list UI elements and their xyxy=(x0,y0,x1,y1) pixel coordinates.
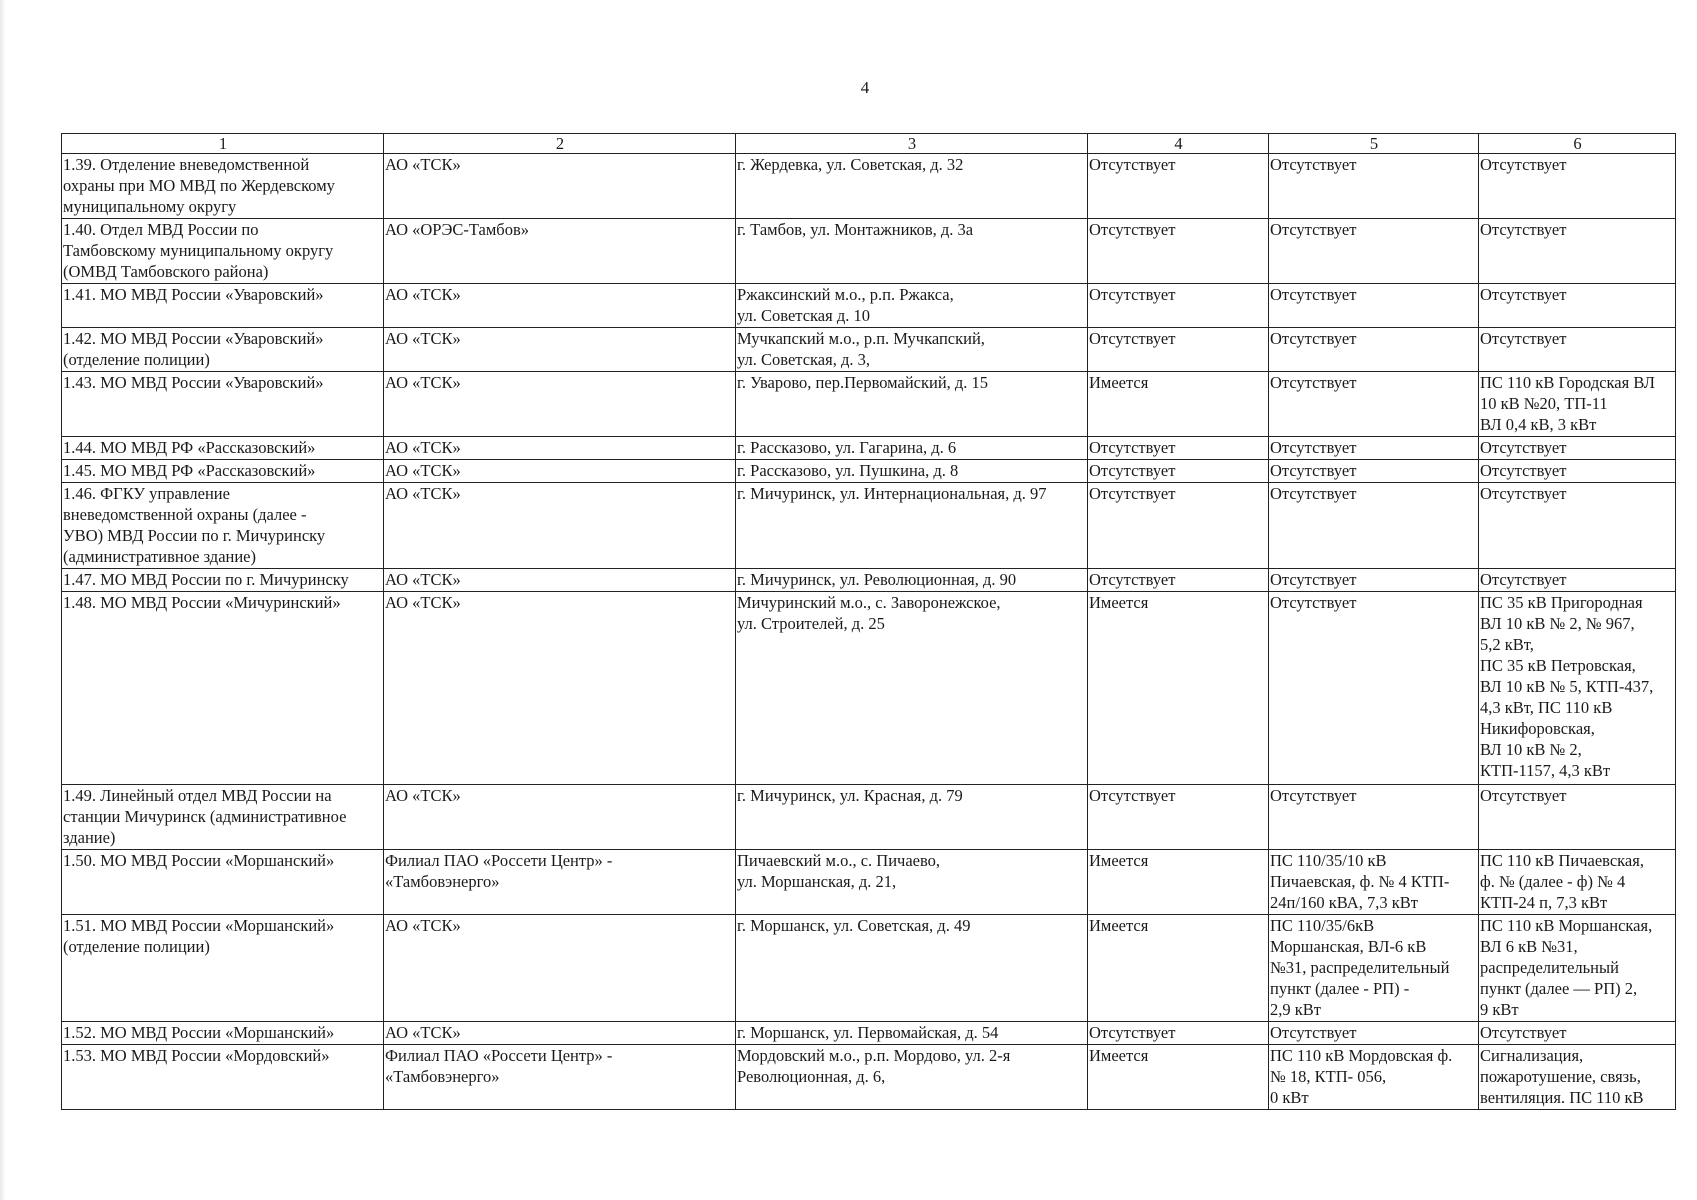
cell-supplier: АО «ТСК» xyxy=(384,437,736,460)
table-row xyxy=(62,328,1676,372)
cell-col5: Отсутствует xyxy=(1269,1022,1479,1045)
cell-col4: Отсутствует xyxy=(1088,284,1269,328)
cell-col5: Отсутствует xyxy=(1269,372,1479,437)
column-header-3: 3 xyxy=(736,134,1088,154)
cell-col6: ПС 35 кВ Пригородная ВЛ 10 кВ № 2, № 967, 5,2 кВт, ПС 35 кВ Петровская, ВЛ 10 кВ № 5, КТП-437, 4,3 кВт, ПС 110 кВ Никифоровская, ВЛ 10 кВ № 2, КТП-1157, 4,3 кВт xyxy=(1479,592,1676,785)
cell-organization: 1.41. МО МВД России «Уваровский» xyxy=(62,284,384,328)
cell-organization: 1.50. МО МВД России «Моршанский» xyxy=(62,850,384,915)
scan-edge-shadow xyxy=(0,0,6,1200)
cell-col6: Отсутствует xyxy=(1479,460,1676,483)
cell-supplier: АО «ТСК» xyxy=(384,372,736,437)
cell-col6: ПС 110 кВ Пичаевская, ф. № (далее - ф) № 4 КТП-24 п, 7,3 кВт xyxy=(1479,850,1676,915)
cell-col6: Отсутствует xyxy=(1479,785,1676,850)
table-row xyxy=(62,850,1676,915)
cell-address: Мордовский м.о., р.п. Мордово, ул. 2-я Революционная, д. 6, xyxy=(736,1045,1088,1110)
cell-col4: Отсутствует xyxy=(1088,219,1269,284)
cell-organization: 1.43. МО МВД России «Уваровский» xyxy=(62,372,384,437)
table-row xyxy=(62,437,1676,460)
cell-col6: Отсутствует xyxy=(1479,483,1676,569)
cell-col5: Отсутствует xyxy=(1269,219,1479,284)
table-row xyxy=(62,569,1676,592)
cell-col4: Отсутствует xyxy=(1088,483,1269,569)
column-header-4: 4 xyxy=(1088,134,1269,154)
cell-organization: 1.40. Отдел МВД России по Тамбовскому муниципальному округу (ОМВД Тамбовского района) xyxy=(62,219,384,284)
cell-organization: 1.44. МО МВД РФ «Рассказовский» xyxy=(62,437,384,460)
cell-col6: Отсутствует xyxy=(1479,1022,1676,1045)
cell-col4: Имеется xyxy=(1088,1045,1269,1110)
cell-col4: Имеется xyxy=(1088,592,1269,785)
cell-col6: Отсутствует xyxy=(1479,284,1676,328)
cell-col5: Отсутствует xyxy=(1269,569,1479,592)
cell-supplier: АО «ТСК» xyxy=(384,1022,736,1045)
table-row xyxy=(62,219,1676,284)
table-row xyxy=(62,284,1676,328)
cell-supplier: Филиал ПАО «Россети Центр» - «Тамбовэнерго» xyxy=(384,1045,736,1110)
cell-col5: Отсутствует xyxy=(1269,328,1479,372)
table-row xyxy=(62,785,1676,850)
cell-address: г. Жердевка, ул. Советская, д. 32 xyxy=(736,154,1088,219)
column-header-5: 5 xyxy=(1269,134,1479,154)
cell-col5: Отсутствует xyxy=(1269,592,1479,785)
cell-col6: Отсутствует xyxy=(1479,569,1676,592)
cell-address: г. Мичуринск, ул. Красная, д. 79 xyxy=(736,785,1088,850)
cell-col4: Имеется xyxy=(1088,850,1269,915)
table-row xyxy=(62,915,1676,1022)
cell-col6: Отсутствует xyxy=(1479,328,1676,372)
cell-organization: 1.48. МО МВД России «Мичуринский» xyxy=(62,592,384,785)
cell-address: Пичаевский м.о., с. Пичаево, ул. Моршанская, д. 21, xyxy=(736,850,1088,915)
cell-col6: Отсутствует xyxy=(1479,219,1676,284)
cell-organization: 1.42. МО МВД России «Уваровский» (отделение полиции) xyxy=(62,328,384,372)
cell-organization: 1.52. МО МВД России «Моршанский» xyxy=(62,1022,384,1045)
cell-address: Мучкапский м.о., р.п. Мучкапский, ул. Советская, д. 3, xyxy=(736,328,1088,372)
cell-col4: Отсутствует xyxy=(1088,437,1269,460)
cell-supplier: АО «ТСК» xyxy=(384,483,736,569)
cell-col5: Отсутствует xyxy=(1269,483,1479,569)
cell-supplier: АО «ТСК» xyxy=(384,284,736,328)
cell-col4: Отсутствует xyxy=(1088,460,1269,483)
cell-col5: Отсутствует xyxy=(1269,284,1479,328)
cell-address: г. Уварово, пер.Первомайский, д. 15 xyxy=(736,372,1088,437)
cell-supplier: АО «ТСК» xyxy=(384,154,736,219)
cell-address: г. Мичуринск, ул. Революционная, д. 90 xyxy=(736,569,1088,592)
table-row xyxy=(62,460,1676,483)
cell-organization: 1.53. МО МВД России «Мордовский» xyxy=(62,1045,384,1110)
column-header-1: 1 xyxy=(62,134,384,154)
table-body xyxy=(62,154,1676,1110)
cell-col5: Отсутствует xyxy=(1269,785,1479,850)
cell-supplier: АО «ТСК» xyxy=(384,785,736,850)
column-header-6: 6 xyxy=(1479,134,1676,154)
cell-col6: ПС 110 кВ Моршанская, ВЛ 6 кВ №31, распределительный пункт (далее — РП) 2, 9 кВт xyxy=(1479,915,1676,1022)
cell-address: Мичуринский м.о., с. Заворонежское, ул. Строителей, д. 25 xyxy=(736,592,1088,785)
header-row xyxy=(62,134,1676,154)
cell-col5: Отсутствует xyxy=(1269,437,1479,460)
table-row xyxy=(62,1022,1676,1045)
cell-col6: Отсутствует xyxy=(1479,437,1676,460)
cell-address: Ржаксинский м.о., р.п. Ржакса, ул. Советская д. 10 xyxy=(736,284,1088,328)
data-table xyxy=(61,133,1676,1110)
cell-col5: Отсутствует xyxy=(1269,154,1479,219)
cell-col4: Имеется xyxy=(1088,372,1269,437)
table-row xyxy=(62,1045,1676,1110)
cell-supplier: АО «ТСК» xyxy=(384,569,736,592)
column-header-2: 2 xyxy=(384,134,736,154)
cell-col5: Отсутствует xyxy=(1269,460,1479,483)
cell-col6: Сигнализация, пожаротушение, связь, вентиляция. ПС 110 кВ xyxy=(1479,1045,1676,1110)
cell-address: г. Моршанск, ул. Советская, д. 49 xyxy=(736,915,1088,1022)
cell-col4: Отсутствует xyxy=(1088,1022,1269,1045)
cell-col4: Отсутствует xyxy=(1088,569,1269,592)
cell-address: г. Тамбов, ул. Монтажников, д. 3а xyxy=(736,219,1088,284)
cell-col5: ПС 110/35/10 кВ Пичаевская, ф. № 4 КТП- 24п/160 кВА, 7,3 кВт xyxy=(1269,850,1479,915)
table-header xyxy=(62,134,1676,154)
table-row xyxy=(62,154,1676,219)
cell-col4: Отсутствует xyxy=(1088,328,1269,372)
cell-col4: Отсутствует xyxy=(1088,154,1269,219)
cell-supplier: АО «ТСК» xyxy=(384,460,736,483)
cell-col5: ПС 110 кВ Мордовская ф. № 18, КТП- 056, 0 кВт xyxy=(1269,1045,1479,1110)
cell-organization: 1.49. Линейный отдел МВД России на станции Мичуринск (административное здание) xyxy=(62,785,384,850)
cell-address: г. Рассказово, ул. Пушкина, д. 8 xyxy=(736,460,1088,483)
cell-col4: Отсутствует xyxy=(1088,785,1269,850)
cell-supplier: АО «ТСК» xyxy=(384,915,736,1022)
cell-col4: Имеется xyxy=(1088,915,1269,1022)
cell-address: г. Рассказово, ул. Гагарина, д. 6 xyxy=(736,437,1088,460)
cell-organization: 1.39. Отделение вневедомственной охраны при МО МВД по Жердевскому муниципальному округу xyxy=(62,154,384,219)
cell-supplier: АО «ОРЭС-Тамбов» xyxy=(384,219,736,284)
table-row xyxy=(62,592,1676,785)
cell-col6: Отсутствует xyxy=(1479,154,1676,219)
table-row xyxy=(62,372,1676,437)
cell-organization: 1.45. МО МВД РФ «Рассказовский» xyxy=(62,460,384,483)
cell-address: г. Моршанск, ул. Первомайская, д. 54 xyxy=(736,1022,1088,1045)
cell-col5: ПС 110/35/6кВ Моршанская, ВЛ-6 кВ №31, распределительный пункт (далее - РП) - 2,9 кВт xyxy=(1269,915,1479,1022)
cell-col6: ПС 110 кВ Городская ВЛ 10 кВ №20, ТП-11 ВЛ 0,4 кВ, 3 кВт xyxy=(1479,372,1676,437)
cell-supplier: АО «ТСК» xyxy=(384,592,736,785)
cell-organization: 1.47. МО МВД России по г. Мичуринску xyxy=(62,569,384,592)
table-row xyxy=(62,483,1676,569)
cell-organization: 1.46. ФГКУ управление вневедомственной охраны (далее - УВО) МВД России по г. Мичуринску (административное здание) xyxy=(62,483,384,569)
cell-supplier: Филиал ПАО «Россети Центр» - «Тамбовэнерго» xyxy=(384,850,736,915)
page-number: 4 xyxy=(860,78,870,97)
cell-address: г. Мичуринск, ул. Интернациональная, д. 97 xyxy=(736,483,1088,569)
cell-organization: 1.51. МО МВД России «Моршанский» (отделение полиции) xyxy=(62,915,384,1022)
cell-supplier: АО «ТСК» xyxy=(384,328,736,372)
